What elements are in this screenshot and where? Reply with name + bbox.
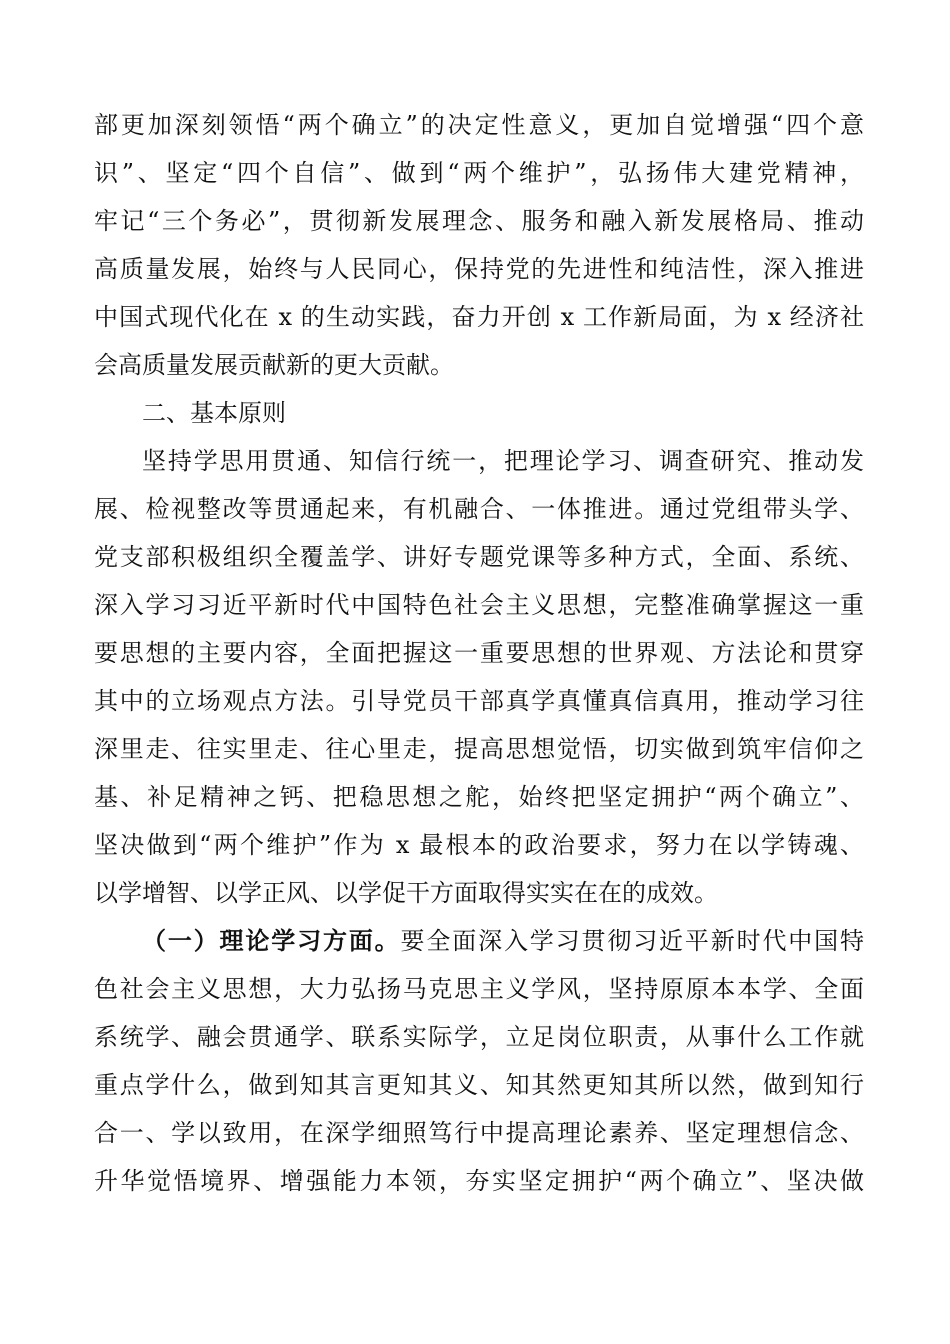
document-body (94, 101, 864, 1205)
principle-line-5: 要思想的主要内容，全面把握这一重要思想的世界观、方法论和贯穿 (94, 639, 864, 667)
principle-line-10: 以学增智、以学正风、以学促干方面取得实实在在的成效。 (94, 879, 718, 907)
intro-line-1: 部更加深刻领悟“两个确立”的决定性意义，更加自觉增强“四个意 (94, 111, 864, 139)
section-heading: 二、基本原则 (142, 399, 286, 427)
subsection-first-line (94, 917, 864, 965)
subsection-line-3: 系统学、融会贯通学、联系实际学，立足岗位职责，从事什么工作就 (94, 1023, 864, 1051)
principle-line-1: 坚持学思用贯通、知信行统一，把理论学习、调查研究、推动发 (142, 447, 864, 475)
subsection-line-2: 色社会主义思想，大力弘扬马克思主义学风，坚持原原本本学、全面 (94, 975, 864, 1003)
intro-line-3: 牢记“三个务必”，贯彻新发展理念、服务和融入新发展格局、推动 (94, 207, 864, 235)
principle-line-8: 基、补足精神之钙、把稳思想之舵，始终把坚定拥护“两个确立”、 (94, 783, 864, 811)
subsection-first-line-text: 要全面深入学习贯彻习近平新时代中国特 (400, 927, 865, 955)
subsection-title: （一）理论学习方面。 (142, 927, 401, 955)
principle-line-4: 深入学习习近平新时代中国特色社会主义思想，完整准确掌握这一重 (94, 591, 864, 619)
principle-line-2: 展、检视整改等贯通起来，有机融合、一体推进。通过党组带头学、 (94, 495, 864, 523)
principle-line-6: 其中的立场观点方法。引导党员干部真学真懂真信真用，推动学习往 (94, 687, 864, 715)
subsection-line-5: 合一、学以致用，在深学细照笃行中提高理论素养、坚定理想信念、 (94, 1119, 864, 1147)
intro-line-5: 中国式现代化在 x 的生动实践，奋力开创 x 工作新局面，为 x 经济社 (94, 303, 864, 331)
intro-line-2: 识”、坚定“四个自信”、做到“两个维护”，弘扬伟大建党精神， (94, 159, 864, 187)
principle-line-7: 深里走、往实里走、往心里走，提高思想觉悟，切实做到筑牢信仰之 (94, 735, 864, 763)
subsection-line-4: 重点学什么，做到知其言更知其义、知其然更知其所以然，做到知行 (94, 1071, 864, 1099)
principle-line-3: 党支部积极组织全覆盖学、讲好专题党课等多种方式，全面、系统、 (94, 543, 864, 571)
subsection-line-6: 升华觉悟境界、增强能力本领，夯实坚定拥护“两个确立”、坚决做 (94, 1167, 864, 1195)
intro-line-6: 会高质量发展贡献新的更大贡献。 (94, 351, 454, 379)
intro-line-4: 高质量发展，始终与人民同心，保持党的先进性和纯洁性，深入推进 (94, 255, 864, 283)
principle-line-9: 坚决做到“两个维护”作为 x 最根本的政治要求，努力在以学铸魂、 (94, 831, 864, 859)
